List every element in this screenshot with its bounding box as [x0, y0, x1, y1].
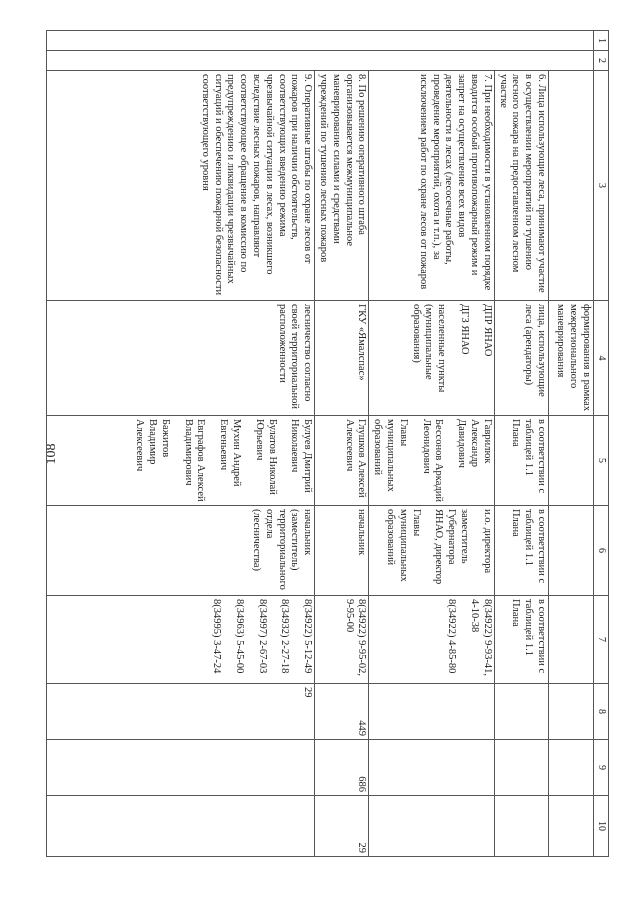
position-entry: Главы муниципальных образований: [385, 509, 422, 582]
phone-entry: 8(34932) 2-27-18: [279, 599, 291, 674]
position-cell: [549, 506, 594, 596]
phone-entry: 8(34922) 9-93-41, 4-10-38: [469, 599, 493, 676]
table-row: [47, 31, 315, 857]
phone-entry: 8(34922) 5-12-49: [302, 599, 314, 674]
person-entry: Булатов Николай Юрьевич: [253, 419, 278, 495]
person-entry: Мухин Андрей Евгеньевич: [218, 419, 243, 487]
col9-cell: 686: [315, 740, 369, 796]
phone-cell: в соответствии с таблицей 1.1 Плана: [494, 596, 548, 684]
col8-cell: [369, 684, 494, 740]
col10-cell: [494, 796, 548, 857]
phone-entry: 8(34995) 3-47-24: [211, 599, 223, 674]
person-entry: Гаврилюк Александр Давидович: [456, 419, 493, 468]
col8-cell: [494, 684, 548, 740]
col9-cell: [369, 740, 494, 796]
measure-cell: [549, 71, 594, 301]
executor-entry: ДГЗ ЯНАО: [459, 304, 471, 355]
table-row: [315, 31, 369, 857]
measure-cell: 6. Лица использующие леса, принимают участие в осуществлении мероприятий по тушению лесного пожара на предоставленном лесном участке: [494, 71, 548, 301]
executor-cell: лица, использующие леса (арендаторы): [494, 301, 548, 416]
col10-cell: [369, 796, 494, 857]
person-entry: Главы муниципальных образований: [372, 419, 409, 492]
col10-cell: [549, 796, 594, 857]
executor-entry: ДПР ЯНАО: [481, 304, 493, 357]
header-cell: 10: [594, 796, 609, 857]
header-row: [594, 31, 609, 857]
person-entry: Бессонов Аркадий Леонидович: [420, 419, 445, 502]
person-cell: в соответствии с таблицей 1.1 Плана: [494, 416, 548, 506]
col9-cell: [47, 740, 315, 796]
measure-cell: 8. По решению оперативного штаба организовывается межмуниципальное маневрирование силами и средствами учреждений по тушению лесных пожаров: [315, 71, 369, 301]
col9-cell: [494, 740, 548, 796]
col8-cell: [549, 684, 594, 740]
executor-cell: ГКУ «Ямалспас»: [315, 301, 369, 416]
header-cell: 3: [594, 71, 609, 301]
person-entry: Евграфов Алексей Владимирович: [182, 419, 207, 502]
position-cell: [369, 506, 494, 596]
position-entry: заместитель Губернатора ЯНАО, директор: [433, 509, 471, 585]
measure-cell: 7. При необходимости в установленном порядке вводится особый противопожарный режим и запрет на осуществление всех видов деятельности в лесах (лесосечные работы, проведение мероприятий, охота и т.п.), за исключением работ по охране лесов от пожаров: [369, 71, 494, 301]
executor-entry: населенные пункты (муниципальные образования): [410, 304, 448, 393]
header-cell: 1: [594, 31, 609, 51]
header-cell: 4: [594, 301, 609, 416]
measure-cell: 9. Оперативные штабы по охране лесов от пожаров при наличии обстоятельств, соответствующих введению режима чрезвычайной ситуации в лесах, возникшего вследствие лесных пожаров, направляют соответствующее обращение в комиссию по предупреждению и ликвидации чрезвычайных ситуаций и обеспечению пожарной безопасности соответствующего уровня: [47, 71, 315, 301]
phone-cell: [369, 596, 494, 684]
col2-cell: [47, 51, 594, 71]
table-row: [494, 31, 548, 857]
forces-table: [46, 30, 609, 857]
table-row: [369, 31, 494, 857]
col8-cell: 29: [47, 684, 315, 740]
phone-cell: [47, 596, 315, 684]
executor-cell: [369, 301, 494, 416]
person-cell: [369, 416, 494, 506]
phone-cell: [549, 596, 594, 684]
phone-entry: 8(34922) 4-85-80: [446, 599, 458, 674]
table-row: [549, 31, 594, 857]
header-cell: 5: [594, 416, 609, 506]
header-cell: 2: [594, 51, 609, 71]
col10-cell: 29: [315, 796, 369, 857]
person-cell: [47, 416, 315, 506]
position-entry: и.о. директора: [481, 509, 493, 574]
person-cell: Глушков Алексей Алексеевич: [315, 416, 369, 506]
rotated-page: [98, 30, 609, 856]
col1-cell: [47, 31, 594, 51]
col10-cell: [47, 796, 315, 857]
position-cell: начальник (заместитель) территориального отдела (лесничества): [47, 506, 315, 596]
phone-cell: 8(34922) 9-95-02, 9-95-00: [315, 596, 369, 684]
executor-cell: формирования в рамках межрегионального маневрирования: [549, 301, 594, 416]
header-cell: 8: [594, 684, 609, 740]
col9-cell: [549, 740, 594, 796]
person-entry: Бажитов Владимир Алексеевич: [134, 419, 171, 472]
phone-entry: 8(34963) 5-45-00: [233, 599, 245, 674]
header-cell: 6: [594, 506, 609, 596]
page-number: 108: [44, 443, 59, 465]
header-cell: 9: [594, 740, 609, 796]
header-cell: 7: [594, 596, 609, 684]
col8-cell: 449: [315, 684, 369, 740]
position-cell: в соответствии с таблицей 1.1 Плана: [494, 506, 548, 596]
position-cell: начальник: [315, 506, 369, 596]
person-cell: [549, 416, 594, 506]
executor-cell: лесничество согласно своей территориальной расположенности: [47, 301, 315, 416]
person-entry: Булуев Дмитрий Николаевич: [289, 419, 314, 493]
phone-entry: 8(34997) 2-67-03: [256, 599, 268, 674]
